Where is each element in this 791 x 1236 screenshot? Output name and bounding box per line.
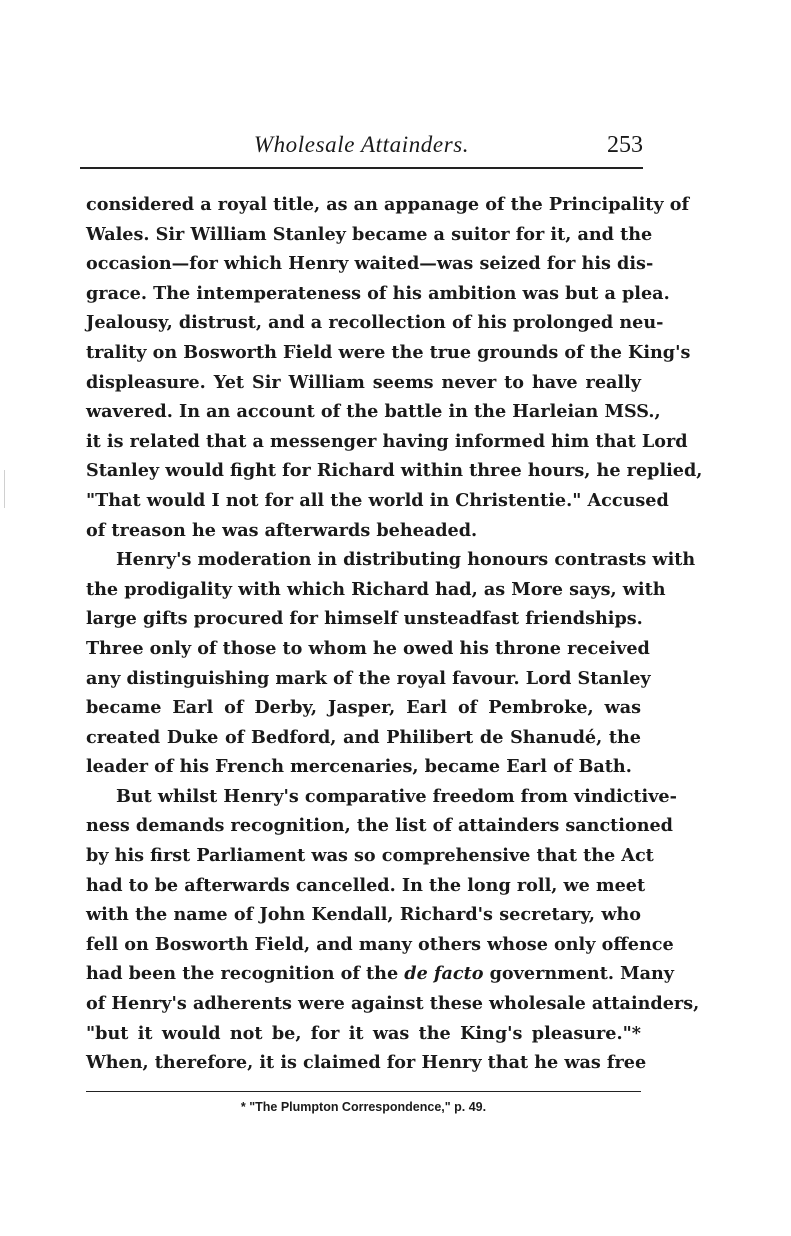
paragraph-first-line: Henry's moderation in distributing honours contrasts with [116,549,696,571]
text-line: Jealousy, distrust, and a recollection of his prolonged neu- [86,312,664,334]
text-line: created Duke of Bedford, and Philibert de Shanudé, the [86,726,641,748]
body-text [86,190,703,1078]
text-line: by his first Parliament was so comprehensive that the Act [86,845,654,867]
text-line: the prodigality with which Richard had, as More says, with [86,578,666,600]
text-line: ness demands recognition, the list of attainders sanctioned [86,815,673,837]
text-line: Stanley would fight for Richard within three hours, he replied, [86,460,703,482]
text-line: fell on Bosworth Field, and many others whose only offence [86,933,674,955]
text-line: trality on Bosworth Field were the true grounds of the King's [86,341,691,363]
running-title: Wholesale Attainders. [253,132,470,157]
text-line: Wales. Sir William Stanley became a suitor for it, and the [86,223,653,245]
text-line: occasion—for which Henry waited—was seized for his dis- [86,253,654,275]
text-line: any distinguishing mark of the royal favour. Lord Stanley [86,667,651,689]
line-end: government. Many [489,963,674,985]
text-line: considered a royal title, as an appanage of the Principality of [86,194,690,215]
text-line: with the name of John Kendall, Richard's secretary, who [86,904,641,926]
text-line: Three only of those to whom he owed his throne received [86,637,650,659]
text-line: "That would I not for all the world in Christentie." Accused [86,489,669,511]
page-number: 253 [607,132,643,158]
text-line: When, therefore, it is claimed for Henry that he was free [86,1052,647,1074]
paragraph-end-line: leader of his French mercenaries, became Earl of Bath. [86,756,632,778]
text-line: displeasure. Yet Sir William seems never to have really [86,371,641,393]
footnote-rule [86,1091,641,1092]
text-line: large gifts procured for himself unsteadfast friendships. [86,608,643,630]
paragraph-first-line: But whilst Henry's comparative freedom from vindictive- [116,785,677,807]
text-line: "but it would not be, for it was the King's pleasure."* [86,1022,641,1044]
paragraph-end-line: of treason he was afterwards beheaded. [86,519,478,541]
text-line: grace. The intemperateness of his ambition was but a plea. [86,282,670,304]
italic-phrase: de facto [404,963,484,985]
text-line-with-italic [86,959,674,989]
text-line: it is related that a messenger having informed him that Lord [86,430,688,452]
text-line: of Henry's adherents were against these wholesale attainders, [86,993,700,1015]
running-head [80,128,643,164]
text-line: had to be afterwards cancelled. In the long roll, we meet [86,874,646,896]
text-line: wavered. In an account of the battle in the Harleian MSS., [86,401,661,423]
footnote: * "The Plumpton Correspondence," p. 49. [240,1100,487,1114]
scan-margin-mark [4,470,5,508]
text-line: became Earl of Derby, Jasper, Earl of Pembroke, was [86,697,641,719]
header-rule [80,167,643,169]
line-start: had been the recognition of the [86,963,399,985]
